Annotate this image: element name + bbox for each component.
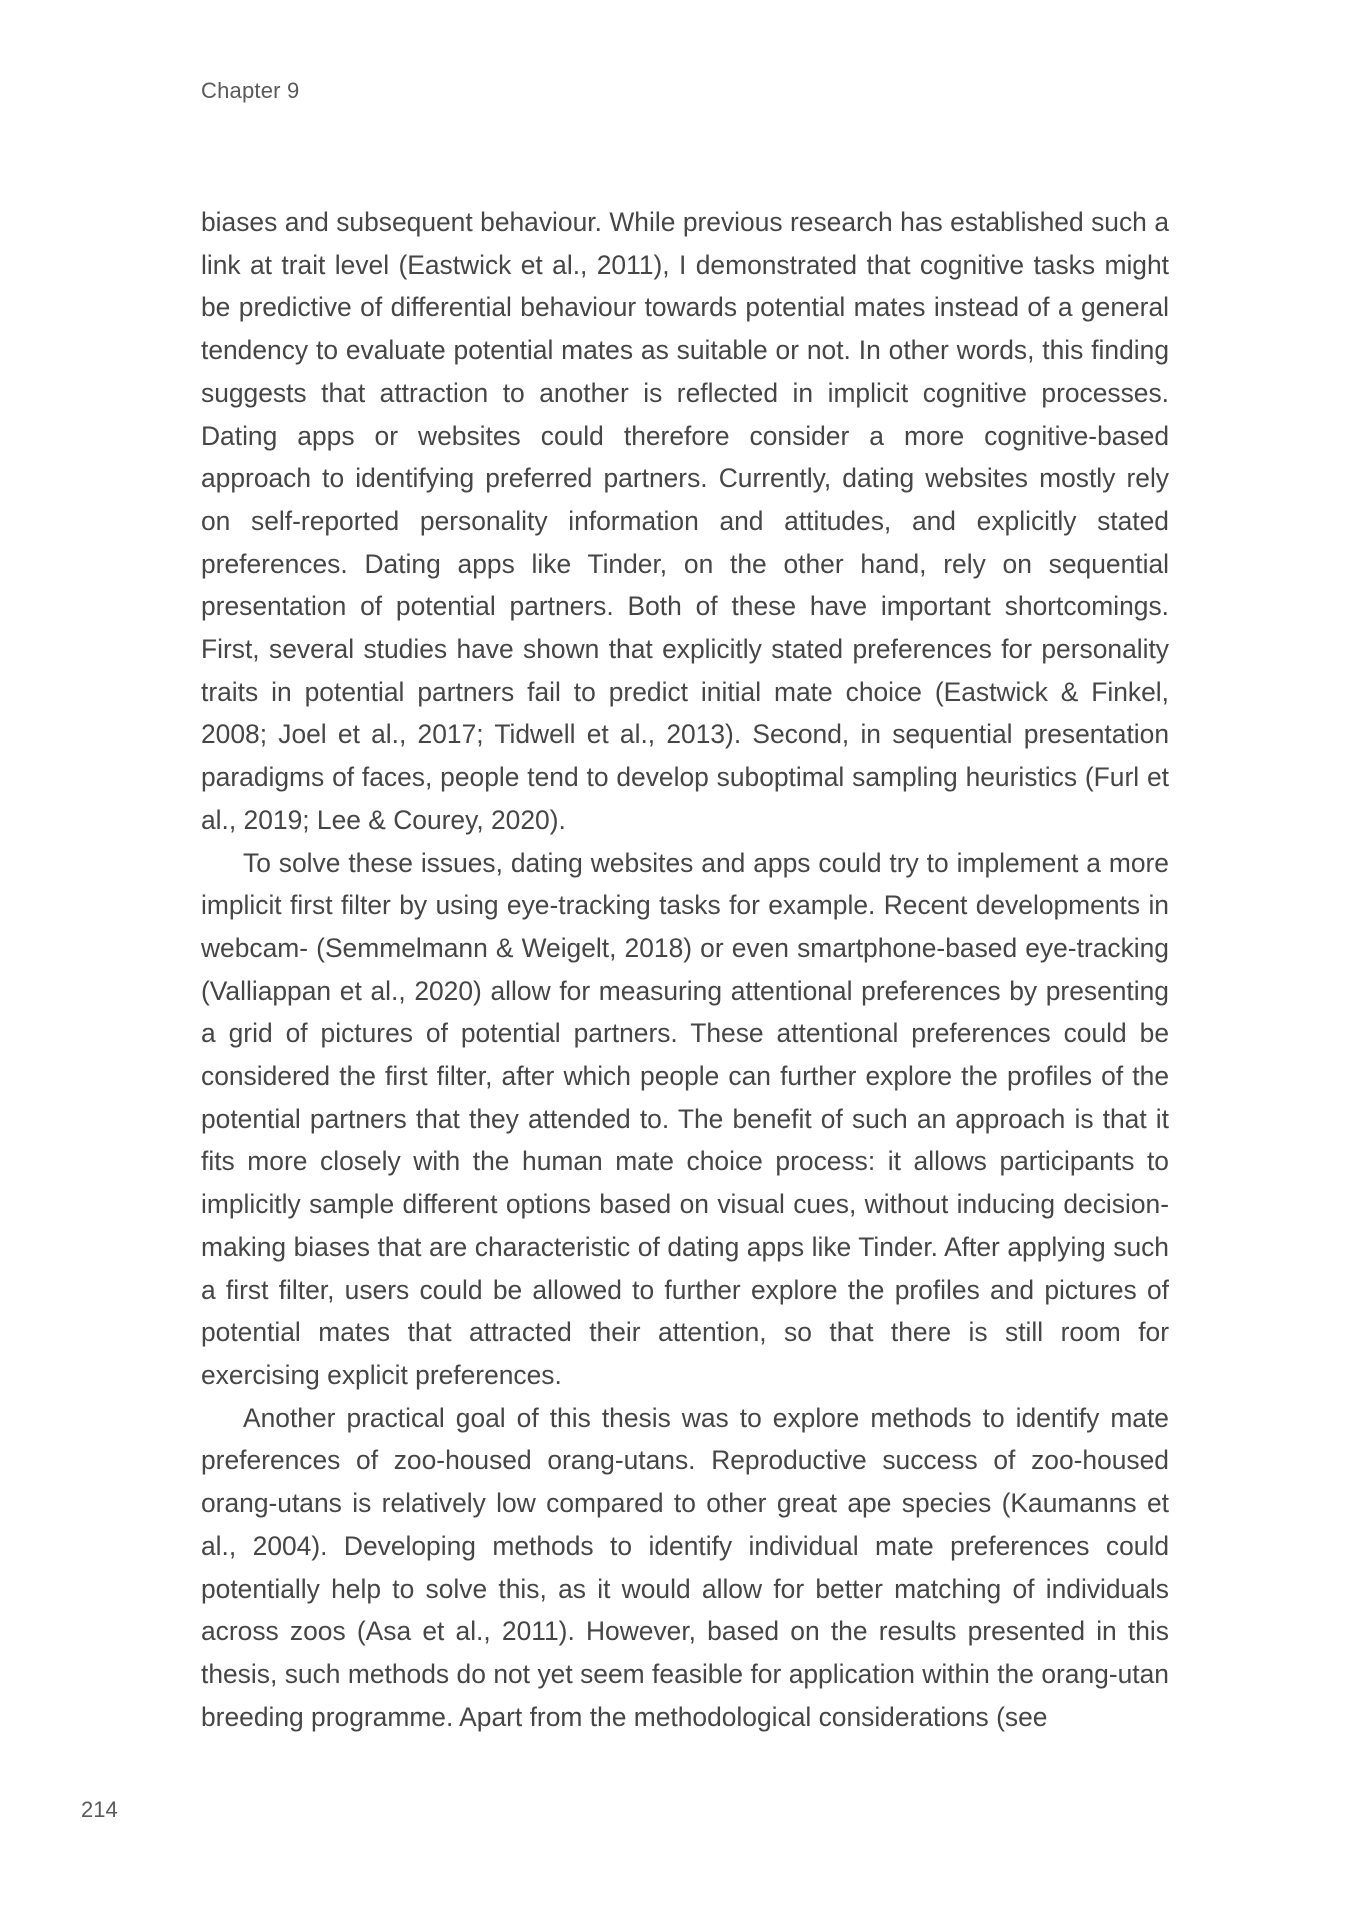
paragraph-3: Another practical goal of this thesis was to explore methods to identify mate preferences of zoo-housed orang-utans. Reproductive success of zoo-housed orang-utans is relatively low compared to other great ape species (Kaumanns et al., 2004). Developing methods to identify individual mate preferences could potentially help to solve this, as it would allow for better matching of individuals across zoos (Asa et al., 2011). However, based on the results presented in this thesis, such methods do not yet seem feasible for application within the orang-utan breeding programme. Apart from the methodological considerations (see	[201, 1402, 1169, 1732]
body-text	[201, 201, 1169, 1738]
paragraph-1: biases and subsequent behaviour. While previous research has established such a link at trait level (Eastwick et al., 2011), I demonstrated that cognitive tasks might be predictive of differential behaviour towards potential mates instead of a general tendency to evaluate potential mates as suitable or not. In other words, this finding suggests that attraction to another is reflected in implicit cognitive processes. Dating apps or websites could therefore consider a more cognitive-based approach to identifying preferred partners. Currently, dating websites mostly rely on self-reported personality information and attitudes, and explicitly stated preferences. Dating apps like Tinder, on the other hand, rely on sequential presentation of potential partners. Both of these have important shortcomings. First, several studies have shown that explicitly stated preferences for personality traits in potential partners fail to predict initial mate choice (Eastwick & Finkel, 2008; Joel et al., 2017; Tidwell et al., 2013). Second, in sequential presentation paradigms of faces, people tend to develop suboptimal sampling heuristics (Furl et al., 2019; Lee & Courey, 2020).	[201, 207, 1169, 835]
running-head: Chapter 9	[201, 78, 300, 103]
paragraph-2: To solve these issues, dating websites and apps could try to implement a more implicit first filter by using eye-tracking tasks for example. Recent developments in webcam- (Semmelmann & Weigelt, 2018) or even smartphone-based eye-tracking (Valliappan et al., 2020) allow for measuring attentional preferences by presenting a grid of pictures of potential partners. These attentional preferences could be considered the first filter, after which people can further explore the profiles of the potential partners that they attended to. The benefit of such an approach is that it fits more closely with the human mate choice process: it allows participants to implicitly sample different options based on visual cues, without inducing decision-making biases that are characteristic of dating apps like Tinder. After applying such a first filter, users could be allowed to further explore the profiles and pictures of potential mates that attracted their attention, so that there is still room for exercising explicit preferences.	[201, 847, 1169, 1390]
page-number: 214	[81, 1797, 118, 1822]
